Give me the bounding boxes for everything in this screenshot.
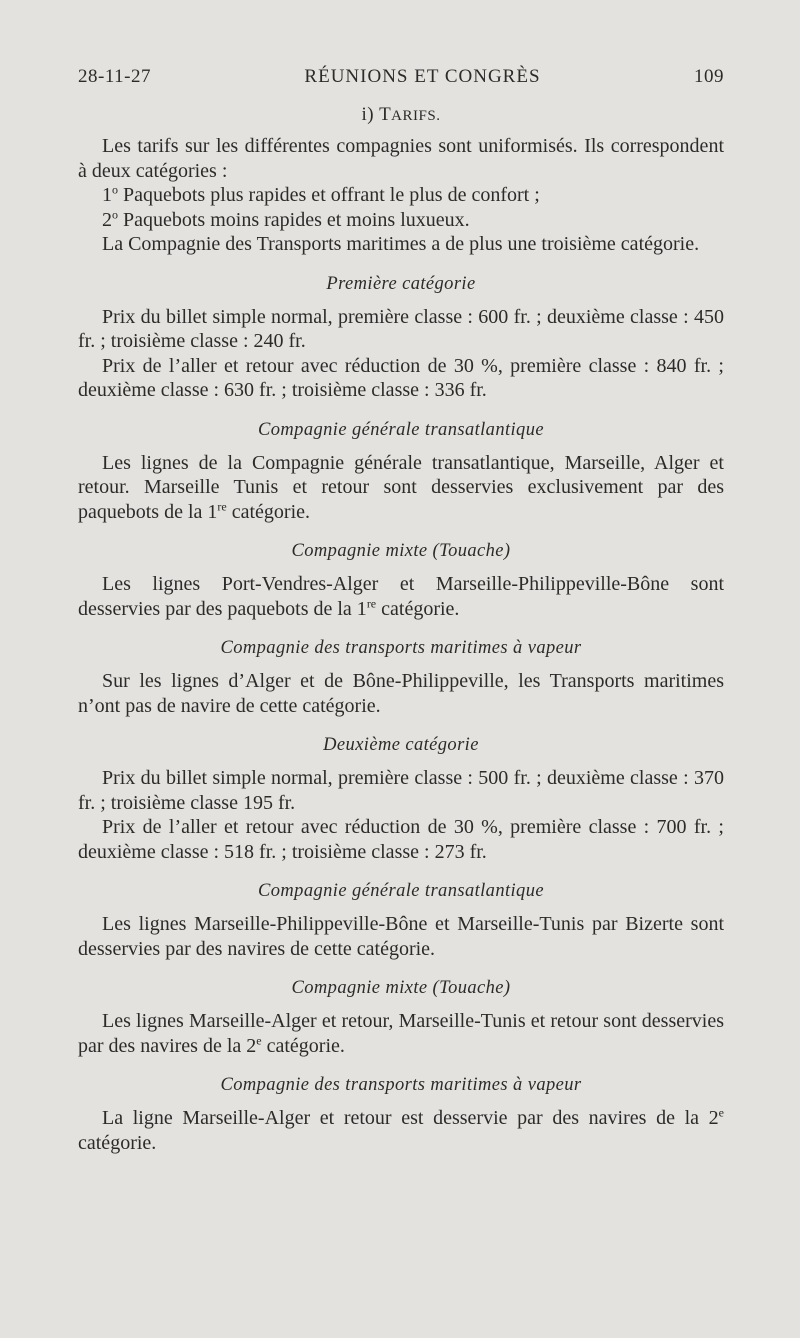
section-title — [78, 104, 724, 126]
cat2-price-simple: Prix du billet simple normal, première classe : 500 fr. ; deuxième classe : 370 fr. ; troisième classe 195 fr. — [78, 767, 724, 814]
cat2-price-return: Prix de l’aller et retour avec réduction de 30 %, première classe : 700 fr. ; deuxième classe : 518 fr. ; troisième classe : 273 fr. — [78, 816, 724, 863]
cat1-cgt-text-b: catégorie. — [226, 500, 311, 523]
heading-cat1-transports-maritimes: Compagnie des transports maritimes à vapeur — [220, 638, 582, 658]
heading-cat2-cgt: Compagnie générale transatlantique — [258, 881, 544, 901]
item-2-number: 2 — [102, 208, 112, 231]
cat1-cgt-sup: re — [217, 498, 227, 513]
cat2-tm-sup: e — [718, 1105, 724, 1120]
heading-cat2-transports-maritimes: Compagnie des transports maritimes à vapeur — [220, 1075, 582, 1095]
cat1-price-return: Prix de l’aller et retour avec réduction de 30 %, première classe : 840 fr. ; deuxième classe : 630 fr. ; troisième classe : 336 fr. — [78, 354, 724, 401]
cat1-cgt-text — [78, 451, 724, 525]
cat1-mixte-text — [78, 572, 724, 621]
heading-premiere-categorie: Première catégorie — [326, 273, 476, 294]
cat1-mixte-sup: re — [366, 595, 377, 610]
page-number: 109 — [694, 66, 724, 87]
cat1-cgt-text-a: Les lignes de la Compagnie générale transatlantique, Marseille, Alger et retour. Marseille Tunis et retour sont desservies exclusivement par des paquebots de la 1 — [78, 451, 724, 523]
section-label: i) — [361, 104, 375, 125]
intro-paragraph: Les tarifs sur les différentes compagnies sont uniformisés. Ils correspondent à deux catégories : — [78, 135, 724, 182]
cat2-mixte-text-a: Les lignes Marseille-Alger et retour, Marseille-Tunis et retour sont desservies par des navires de la 2 — [78, 1010, 724, 1057]
cat1-price-simple: Prix du billet simple normal, première classe : 600 fr. ; deuxième classe : 450 fr. ; troisième classe : 240 fr. — [78, 305, 724, 352]
cat2-tm-text-a: La ligne Marseille-Alger et retour est desservie par des navires de la 2 — [102, 1107, 719, 1129]
cat2-tm-text-b: catégorie. — [78, 1131, 157, 1154]
heading-deuxieme-categorie: Deuxième catégorie — [323, 735, 479, 755]
cat1-tm-text: Sur les lignes d’Alger et de Bône-Philippeville, les Transports maritimes n’ont pas de navire de cette catégorie. — [78, 670, 724, 717]
header-title: RÉUNIONS ET CONGRÈS — [304, 66, 541, 87]
cat2-tm-text — [78, 1106, 724, 1155]
item-1-text: Paquebots plus rapides et offrant le plus de confort ; — [118, 184, 540, 206]
heading-cat1-cgt: Compagnie générale transatlantique — [258, 419, 544, 440]
cat2-mixte-sup: e — [256, 1032, 262, 1047]
intro-item-1 — [78, 183, 724, 208]
item-2-degree: o — [112, 206, 118, 221]
cat1-mixte-text-a: Les lignes Port-Vendres-Alger et Marseille-Philippeville-Bône sont desservies par des paquebots de la 1 — [78, 573, 724, 620]
item-1-number: 1 — [102, 184, 112, 206]
cat2-mixte-text — [78, 1009, 724, 1058]
heading-cat1-mixte: Compagnie mixte (Touache) — [291, 541, 511, 561]
running-head — [78, 66, 724, 100]
heading-cat2-mixte: Compagnie mixte (Touache) — [291, 978, 511, 998]
item-1-degree: o — [112, 182, 118, 197]
cat2-cgt-text: Les lignes Marseille-Philippeville-Bône et Marseille-Tunis par Bizerte sont desservies par des navires de cette catégorie. — [78, 913, 724, 960]
item-2-text: Paquebots moins rapides et moins luxueux. — [118, 208, 470, 231]
header-date: 28-11-27 — [78, 66, 151, 87]
section-title-first: T — [379, 104, 392, 125]
cat1-mixte-text-b: catégorie. — [376, 597, 460, 620]
section-title-rest: ARIFS. — [391, 108, 441, 124]
cat2-mixte-text-b: catégorie. — [261, 1034, 345, 1057]
intro-paragraph-2: La Compagnie des Transports maritimes a de plus une troisième catégorie. — [102, 233, 700, 255]
intro-item-2 — [78, 208, 724, 233]
